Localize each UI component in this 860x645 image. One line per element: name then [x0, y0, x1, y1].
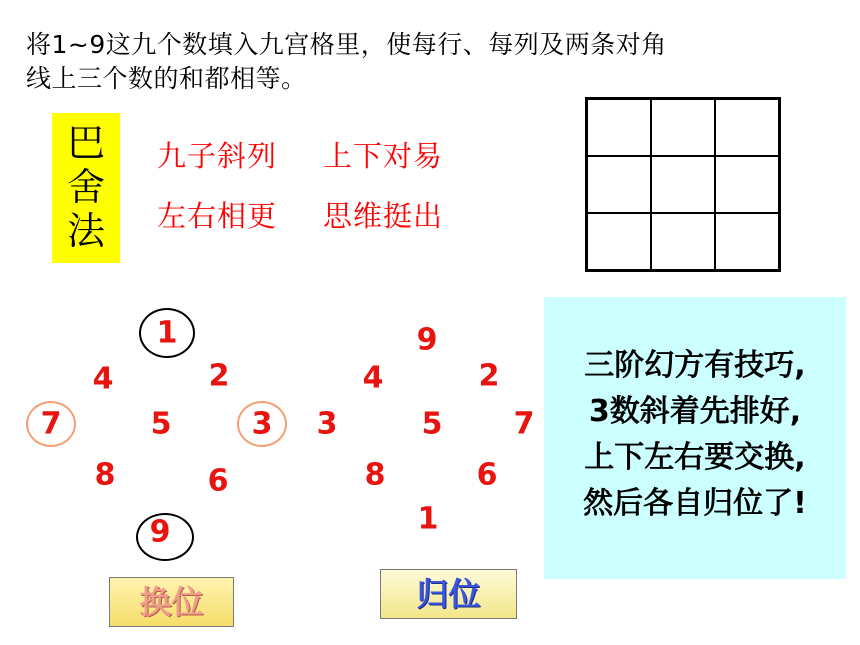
swap-button[interactable]: 换位 [109, 577, 234, 627]
grid-cell[interactable] [651, 213, 715, 270]
rhyme-1: 九子斜列 [157, 139, 278, 173]
swap-number-bottom-left: 8 [94, 457, 116, 493]
swap-number-right: 3 [251, 406, 273, 442]
grid-cell[interactable] [715, 213, 779, 270]
problem-statement [26, 28, 856, 96]
swap-number-bottom-right: 6 [207, 463, 229, 499]
mnemonic-line-3: 上下左右要交换, [584, 440, 806, 475]
grid-cell[interactable] [651, 156, 715, 213]
problem-line-1: 将1~9这九个数填入九宫格里，使每行、每列及两条对角 [26, 30, 667, 59]
return-number-left: 3 [316, 406, 338, 442]
method-name-char: 舍 [66, 165, 105, 209]
mnemonic-line-2: 3数斜着先排好, [588, 394, 802, 429]
grid-cell[interactable] [587, 213, 651, 270]
method-name-char: 巴 [66, 121, 105, 165]
swap-number-top-left: 4 [92, 361, 114, 397]
grid-cell[interactable] [715, 99, 779, 156]
grid-cell[interactable] [587, 99, 651, 156]
rhyme-4: 思维挺出 [323, 199, 444, 233]
return-number-right: 7 [513, 406, 535, 442]
mnemonic-line-4: 然后各自归位了! [583, 486, 807, 521]
return-button[interactable]: 归位 [380, 569, 517, 619]
swap-number-top-right: 2 [208, 358, 230, 394]
method-name-char: 法 [66, 209, 105, 253]
mnemonic-line-1: 三阶幻方有技巧, [584, 348, 806, 383]
return-number-top: 9 [416, 322, 438, 358]
problem-line-2: 线上三个数的和都相等。 [26, 64, 307, 93]
return-number-center: 5 [421, 406, 443, 442]
mnemonic-box [544, 297, 846, 579]
return-number-bottom: 1 [417, 501, 439, 537]
grid-cell[interactable] [587, 156, 651, 213]
grid-cell[interactable] [715, 156, 779, 213]
return-number-top-left: 4 [362, 360, 384, 396]
return-number-bottom-left: 8 [364, 457, 386, 493]
swap-number-bottom: 9 [149, 514, 171, 550]
rhyme-2: 上下对易 [323, 139, 444, 173]
swap-number-center: 5 [150, 406, 172, 442]
method-name-box [52, 113, 120, 263]
swap-number-left: 7 [40, 406, 62, 442]
return-number-top-right: 2 [478, 358, 500, 394]
magic-square-grid [585, 97, 781, 272]
grid-cell[interactable] [651, 99, 715, 156]
return-number-bottom-right: 6 [476, 457, 498, 493]
swap-number-top: 1 [156, 315, 178, 351]
rhyme-3: 左右相更 [157, 199, 278, 233]
